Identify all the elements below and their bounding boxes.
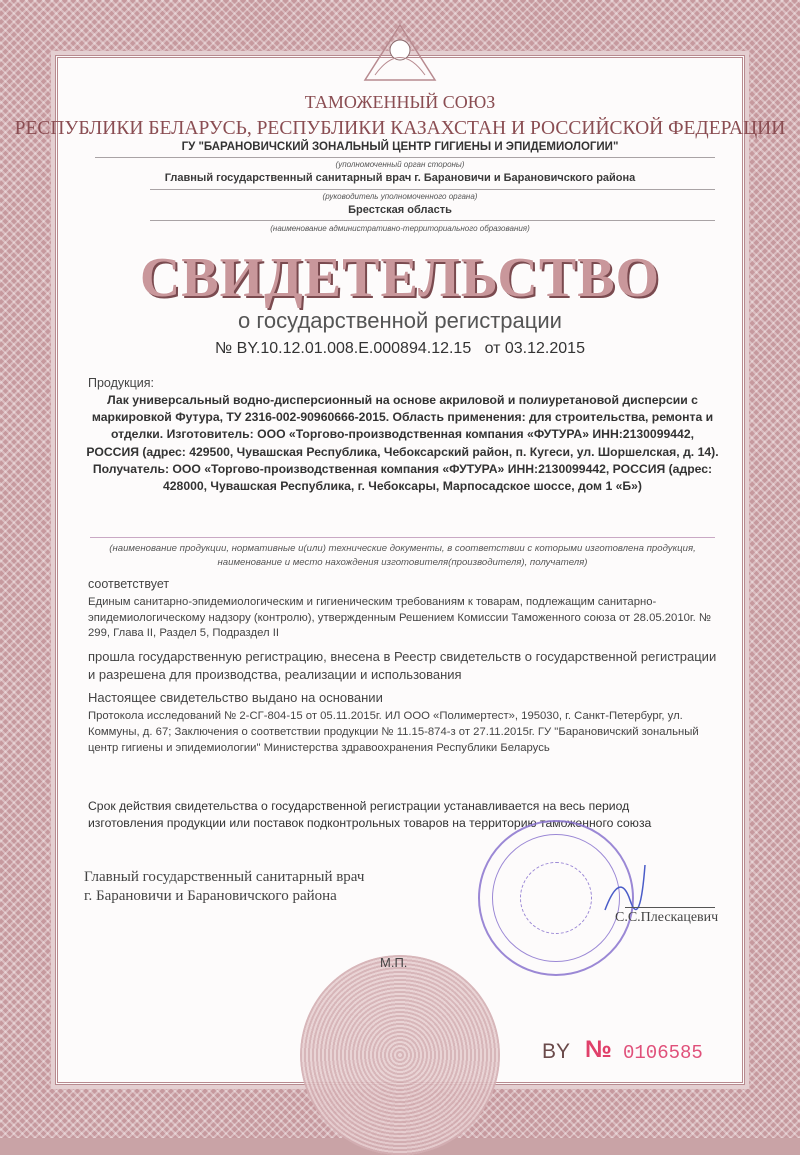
product-label: Продукция: (88, 376, 155, 390)
authority-caption: (уполномоченный орган стороны) (335, 160, 465, 169)
rosette-watermark (300, 955, 500, 1155)
compliance-label: соответствует (88, 577, 170, 591)
signature-line (625, 907, 715, 908)
authority-name: ГУ "БАРАНОВИЧСКИЙ ЗОНАЛЬНЫЙ ЦЕНТР ГИГИЕНЫ И ЭПИДЕМИОЛОГИИ" (181, 141, 619, 153)
serial-symbol: № (585, 1036, 612, 1063)
republics-title: РЕСПУБЛИКИ БЕЛАРУСЬ, РЕСПУБЛИКИ КАЗАХСТАН И РОССИЙСКОЙ ФЕДЕРАЦИИ (14, 118, 786, 139)
validity-text: Срок действия свидетельства о государственной регистрации устанавливается на весь период изготовления продукции или поставок подконтрольных товаров на территорию таможенного союза (88, 799, 652, 830)
head-name: Главный государственный санитарный врач г. Барановичи и Барановичского района (164, 172, 636, 184)
head-caption: (руководитель уполномоченного органа) (322, 192, 478, 201)
region-name: Брестская область (348, 204, 452, 216)
emblem-icon (355, 20, 445, 90)
registration-number: № BY.10.12.01.008.E.000894.12.15 от 03.12.2015 (215, 340, 585, 357)
region-caption: (наименование административно-территориального образования) (270, 224, 530, 233)
divider (90, 537, 715, 538)
divider (150, 220, 715, 221)
registration-text: прошла государственную регистрацию, внесена в Реестр свидетельств о государственной регистрации и разрешена для производства, реализации и использования (88, 649, 717, 682)
seal-place-label: М.П. (380, 955, 408, 970)
basis-label: Настоящее свидетельство выдано на основании (88, 690, 383, 705)
divider (150, 189, 715, 190)
signatory-name: С.С.Плескацевич (615, 910, 719, 925)
serial-number: 0106585 (623, 1042, 703, 1064)
signatory-title: Главный государственный санитарный врач г. Барановичи и Барановичского района (84, 869, 365, 904)
compliance-text: Единым санитарно-эпидемиологическим и гигиеническим требованиям к товарам, подлежащим санитарно-эпидемиологическому надзору (контролю), утвержденным Решением Комиссии Таможенного союза от 28.05.2010г. № 299, Глава II, Раздел 5, Подраздел II (88, 596, 712, 639)
divider (95, 157, 715, 158)
certificate-title: СВИДЕТЕЛЬСТВО (139, 247, 661, 309)
basis-text: Протокола исследований № 2-СГ-804-15 от 05.11.2015г. ИЛ ООО «Полимертест», 195030, г. Санкт-Петербург, ул. Коммуны, д. 67; Заключения о соответствии продукции № 11.15-874-з от 27.11.2015г. ГУ "Барановичский зональный центр гигиены и эпидемиологии" Министерства здравоохранения Республики Беларусь (88, 710, 699, 754)
product-description: Лак универсальный водно-дисперсионный на основе акриловой и полиуретановой дисперсии с маркировкой Футура, ТУ 2316-002-90960666-2015. Область применения: для строительства, ремонта и отделки. Изготовитель: ООО «Торгово-производственная компания «ФУТУРА» ИНН:2130099442, РОССИЯ (адрес: 429500, Чувашская Республика, Чебоксарский район, п. Кугеси, ул. Шоршелская, д. 14). Получатель: ООО «Торгово-производственная компания «ФУТУРА» ИНН:2130099442, РОССИЯ (адрес: 428000, Чувашская Республика, г. Чебоксары, Марпосадское шоссе, дом 1 «Б») (86, 393, 719, 494)
union-title: ТАМОЖЕННЫЙ СОЮЗ (304, 92, 496, 112)
serial-prefix: BY (542, 1040, 571, 1063)
certificate-subtitle: о государственной регистрации (238, 308, 562, 333)
product-caption: (наименование продукции, нормативные и(или) технические документы, в соответствии с которыми изготовлена продукция, наименование и место нахождения изготовителя(производителя), получателя) (109, 543, 696, 568)
